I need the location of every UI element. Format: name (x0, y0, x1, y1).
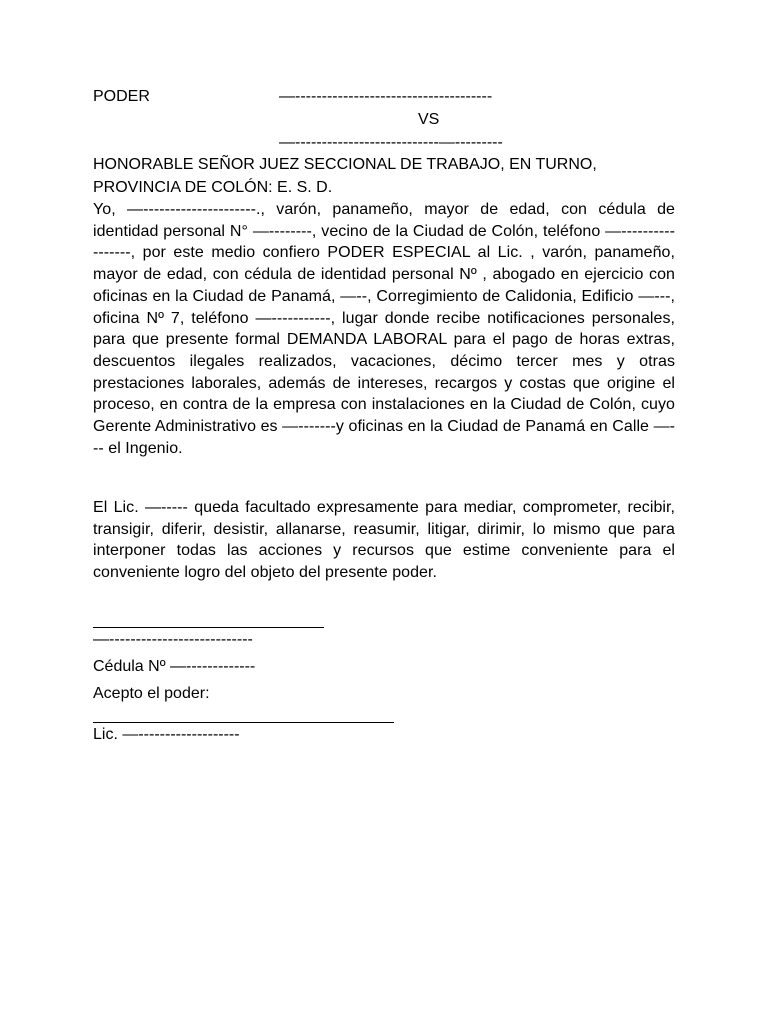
court-address-line-1: HONORABLE SEÑOR JUEZ SECCIONAL DE TRABAJO, EN TURNO, (93, 156, 597, 173)
signature-block (93, 610, 675, 746)
grantor-name: —--------------------------- (93, 631, 253, 648)
defendant-placeholder: —---------------------------—--------- (279, 134, 503, 151)
document-title: PODER (93, 88, 150, 105)
plaintiff-placeholder: —------------------------------------- (279, 88, 493, 105)
power-grant-paragraph: Yo, —---------------------., varón, panameño, mayor de edad, con cédula de identidad personal N° —--------, vecino de la Ciudad de Colón, teléfono —-----------------, por este medio confiero PODER ESPECIAL al Lic. , varón, panameño, mayor de edad, con cédula de identidad personal Nº , abogado en ejercicio con oficinas en la Ciudad de Panamá, —--, Corregimiento de Calidonia, Edificio —---, oficina Nº 7, teléfono —-----------, lugar donde recibe notificaciones personales, para que presente formal DEMANDA LABORAL para el pago de horas extras, descuentos ilegales realizados, vacaciones, décimo tercer mes y otras prestaciones laborales, además de intereses, recargos y costas que origine el proceso, en contra de la empresa con instalaciones en la Ciudad de Colón, cuyo Gerente Administrativo es —-------y oficinas en la Ciudad de Panamá en Calle —--- el Ingenio. (93, 201, 675, 457)
faculties-paragraph: El Lic. —----- queda facultado expresamente para mediar, comprometer, recibir, transigir, diferir, desistir, allanarse, reasumir, litigar, dirimir, lo mismo que para interponer todas las acciones y recursos que estime conveniente para el conveniente logro del objeto del presente poder. (93, 499, 675, 582)
versus-label: VS (418, 111, 440, 128)
accept-power-label: Acepto el poder: (93, 685, 210, 702)
court-address-line-2: PROVINCIA DE COLÓN: E. S. D. (93, 179, 333, 196)
grantor-signature-line (93, 610, 324, 628)
lawyer-signature-line (93, 705, 394, 723)
court-address (93, 153, 675, 199)
grantor-cedula: Cédula Nº —------------- (93, 658, 256, 675)
lawyer-name: Lic. —------------------- (93, 726, 240, 743)
